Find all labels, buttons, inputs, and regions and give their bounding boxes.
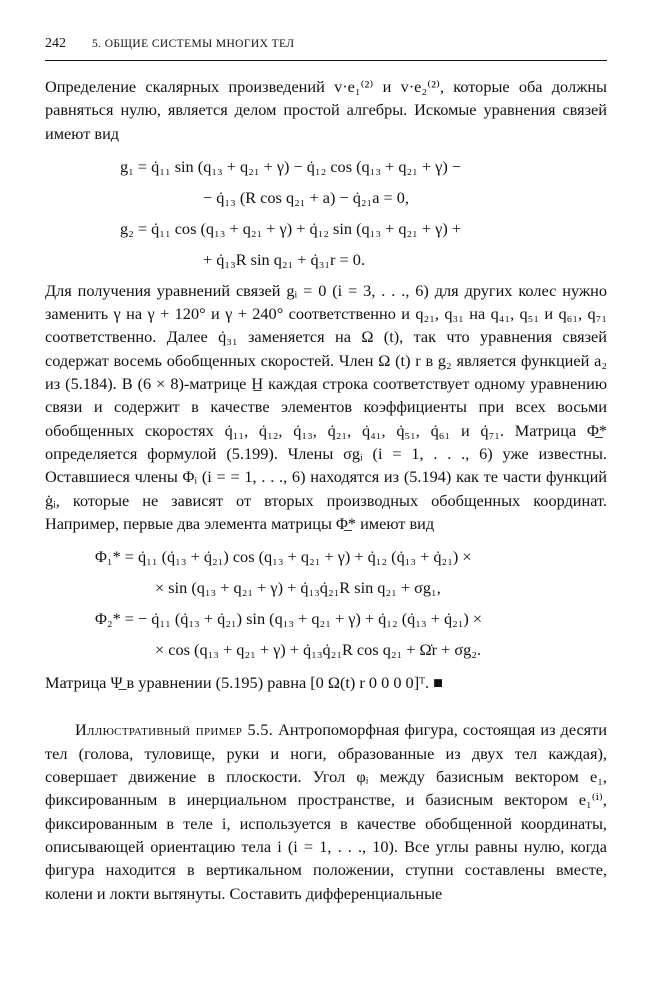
running-head: 5. ОБЩИЕ СИСТЕМЫ МНОГИХ ТЕЛ	[92, 38, 295, 50]
page-number: 242	[45, 36, 66, 51]
equation-g2-line2: + q̇₁₃R sin q₂₁ + q̇₃₁r = 0.	[203, 249, 366, 269]
book-page	[45, 36, 607, 905]
equation-phi2-line1: Φ₂* = − q̇₁₁ (q̇₁₃ + q̇₂₁) sin (q₁₃ + q₂₁ + γ) + q̇₁₂ (q̇₁₃ + q̇₂₁) ×	[95, 609, 483, 629]
paragraph-psi-matrix: Матрица Ψ̲ в уравнении (5.195) равна [0 Ω(t) r 0 0 0 0]ᵀ. ■	[45, 673, 443, 693]
paragraph-constraints: Для получения уравнений связей gᵢ = 0 (i = 3, . . ., 6) для других колес нужно заменить γ на γ + 120° и γ + 240° соответственно и q₂₁, q₃₁ на q₄₁, q₅₁ и q₆₁, q₇₁ соответственно. Далее q̇₃₁ заменяется на Ω (t), так что уравнения связей содержат восемь обобщенных скоростей. Член Ω (t) r в g₂ является функцией a₂ из (5.184). В (6 × 8)-матрице H̲ каждая строка соответствует одному уравнению связи и содержит в качестве элементов коэффициенты при всех восьми обобщенных скоростях q̇₁₁, q̇₁₂, q̇₁₃, q̇₂₁, q̇₄₁, q̇₅₁, q̇₆₁ и q̇₇₁. Матрица Φ̲* определяется формулой (5.199). Члены σgᵢ (i = 1, . . ., 6) уже известны. Оставшиеся члены Φᵢ (i = = 1, . . ., 6) находятся из (5.194) как те части функций ġᵢ, которые не зависят от вторых производных обобщенных координат. Например, первые два элемента матрицы Φ̲* имеют вид	[45, 280, 607, 533]
equation-phi1-line2: × sin (q₁₃ + q₂₁ + γ) + q̇₁₃q̇₂₁R sin q₂₁ + σg₁,	[155, 578, 441, 598]
equation-g1-line2: − q̇₁₃ (R cos q₂₁ + a) − q̇₂₁a = 0,	[203, 187, 409, 207]
paragraph-intro: Определение скалярных произведений v·e₁⁽²⁾ и v·e₂⁽²⁾, которые оба должны равняться нулю, является делом простой алгебры. Искомые уравнения связей имеют вид	[45, 77, 607, 143]
example-label: Иллюстративный пример 5.5.	[75, 720, 274, 740]
equation-g2-line1: g₂ = q̇₁₁ cos (q₁₃ + q₂₁ + γ) + q̇₁₂ sin (q₁₃ + q₂₁ + γ) +	[120, 218, 462, 238]
equation-phi2-line2: × cos (q₁₃ + q₂₁ + γ) + q̇₁₃q̇₂₁R cos q₂₁ + Ω̇r + σg₂.	[155, 640, 482, 660]
example-paragraph	[45, 718, 607, 904]
equation-phi1-line1: Φ₁* = q̇₁₁ (q̇₁₃ + q̇₂₁) cos (q₁₃ + q₂₁ + γ) + q̇₁₂ (q̇₁₃ + q̇₂₁) ×	[95, 547, 472, 567]
page-header	[45, 36, 607, 61]
equation-g1-line1: g₁ = q̇₁₁ sin (q₁₃ + q₂₁ + γ) − q̇₁₂ cos (q₁₃ + q₂₁ + γ) −	[120, 156, 462, 176]
example-text: Антропоморфная фигура, состоящая из десяти тел (голова, туловище, руки и ноги, образованные из двух тел каждая), совершает движение в плоскости. Угол φᵢ между базисным вектором e₁, фиксированным в инерциальном пространстве, и базисным вектором e₁⁽ⁱ⁾, фиксированным в теле i, используется в качестве обобщенной координаты, описывающей ориентацию тела i (i = 1, . . ., 10). Все углы равны нулю, когда фигура находится в вертикальном положении, ступни составлены вместе, колени и локти вытянуты. Составить дифференциальные	[45, 720, 607, 903]
